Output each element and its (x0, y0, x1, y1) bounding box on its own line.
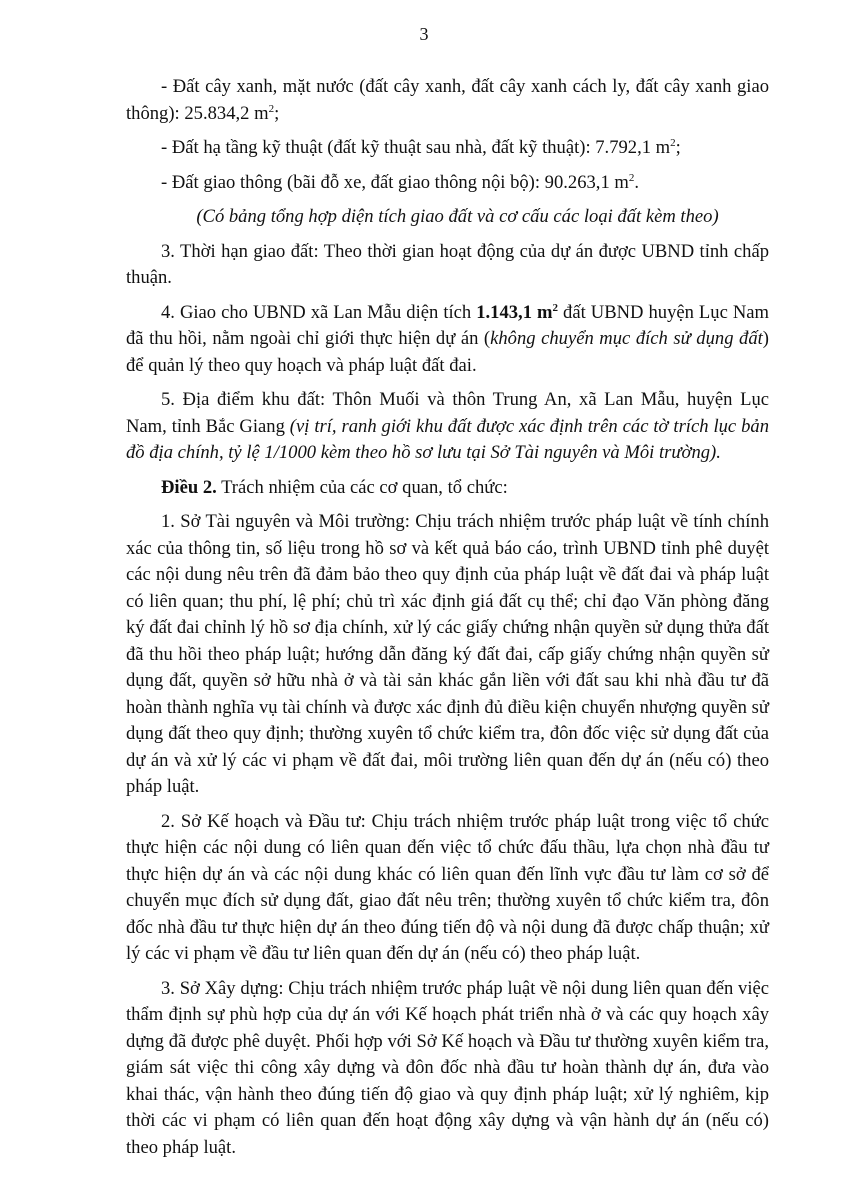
article-2-item-1: 1. Sở Tài nguyên và Môi trường: Chịu trách nhiệm trước pháp luật về tính chính xác của thông tin, số liệu trong hồ sơ và kết quả báo cáo, trình UBND tỉnh phê duyệt các nội dung nêu trên đã đảm bảo theo quy định của pháp luật về đất đai và pháp luật có liên quan; thu phí, lệ phí; chủ trì xác định giá đất cụ thể; chỉ đạo Văn phòng đăng ký đất đai chỉnh lý hồ sơ địa chính, xử lý các giấy chứng nhận quyền sử dụng thửa đất đã thu hồi theo pháp luật; hướng dẫn đăng ký đất đai, cấp giấy chứng nhận quyền sử dụng đất, quyền sở hữu nhà ở và tài sản khác gắn liền với đất sau khi nhà đầu tư đã hoàn thành nghĩa vụ tài chính và được xác định đủ điều kiện chuyển nhượng quyền sử dụng đất theo quy định; thường xuyên tổ chức kiểm tra, đôn đốc việc sử dụng đất của dự án và xử lý các vi phạm về đất đai, môi trường liên quan đến dự án (nếu có) theo pháp luật. (126, 511, 769, 797)
section-3: 3. Thời hạn giao đất: Theo thời gian hoạt động của dự án được UBND tỉnh chấp thuận. (126, 240, 769, 288)
page-number: 3 (419, 24, 429, 44)
section-4: 4. Giao cho UBND xã Lan Mẫu diện tích 1.143,1 $m^2$ đất UBND huyện Lục Nam đã thu hồi, nằm ngoài chỉ giới thực hiện dự án (không chuyển mục đích sử dụng đất) để quản lý theo quy hoạch và pháp luật đất đai. (126, 301, 769, 376)
article-2-item-3: 3. Sở Xây dựng: Chịu trách nhiệm trước pháp luật về nội dung liên quan đến việc thẩm định sự phù hợp của dự án với Kế hoạch phát triển nhà ở và các quy hoạch xây dựng đã được phê duyệt. Phối hợp với Sở Kế hoạch và Đầu tư thường xuyên kiểm tra, giám sát việc thi công xây dựng và đôn đốc nhà đầu tư hoàn thành dự án, đưa vào khai thác, vận hành theo đúng tiến độ giao và quy định pháp luật; xử lý nghiêm, kịp thời các vi phạm có liên quan đến hoạt động xây dựng và vận hành dự án (nếu có) theo pháp luật. (126, 977, 769, 1158)
article-2-heading: Điều 2. Trách nhiệm của các cơ quan, tổ chức: (161, 476, 508, 498)
section-4-area: 1.143,1 $m^2$ (476, 301, 559, 323)
table-note: (Có bảng tổng hợp diện tích giao đất và cơ cấu các loại đất kèm theo) (196, 206, 719, 227)
item-green-land: - Đất cây xanh, mặt nước (đất cây xanh, đất cây xanh cách ly, đất cây xanh giao thông): 25.834,2 $m^2$; (126, 76, 769, 124)
item-infra-land: - Đất hạ tầng kỹ thuật (đất kỹ thuật sau nhà, đất kỹ thuật): 7.792,1 $m^2$; (161, 137, 681, 158)
section-5: 5. Địa điểm khu đất: Thôn Muối và thôn Trung An, xã Lan Mẫu, huyện Lục Nam, tỉnh Bắc Giang (vị trí, ranh giới khu đất được xác định trên các tờ trích lục bản đồ địa chính, tỷ lệ 1/1000 kèm theo hồ sơ lưu tại Sở Tài nguyên và Môi trường). (126, 389, 769, 463)
article-2-item-2: 2. Sở Kế hoạch và Đầu tư: Chịu trách nhiệm trước pháp luật trong việc tổ chức thực hiện các nội dung có liên quan đến việc tổ chức đấu thầu, lựa chọn nhà đầu tư thực hiện dự án và các nội dung khác có liên quan đến lĩnh vực đầu tư làm cơ sở để chuyển mục đích sử dụng đất, giao đất nêu trên; thường xuyên tổ chức kiểm tra, đôn đốc nhà đầu tư thực hiện dự án theo đúng tiến độ và nội dung đã được chấp thuận; xử lý các vi phạm về đầu tư liên quan đến dự án (nếu có) theo pháp luật. (126, 810, 769, 964)
item-traffic-land: - Đất giao thông (bãi đỗ xe, đất giao thông nội bộ): 90.263,1 $m^2$. (161, 171, 640, 193)
document-body (126, 74, 769, 1169)
